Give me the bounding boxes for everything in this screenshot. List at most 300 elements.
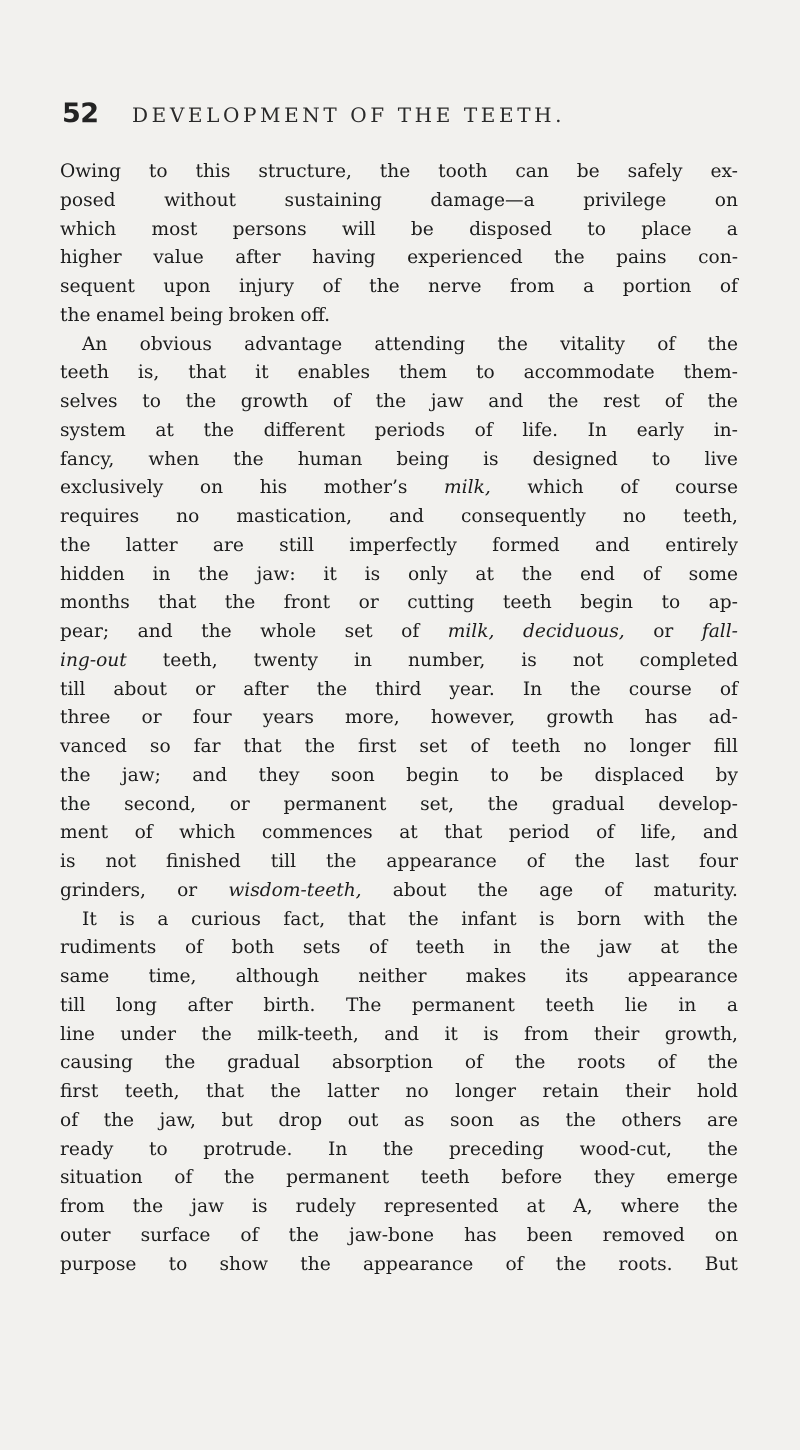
word: the [555,1253,587,1275]
word: safely [627,161,683,182]
word: a [726,994,738,1016]
word: a [583,276,595,297]
word: the [514,1052,546,1074]
word: of [401,621,420,642]
word: them- [683,362,738,384]
word: can [515,161,549,182]
word: at [660,937,679,959]
word: or [358,592,379,614]
word: of [240,1224,259,1246]
word: period [508,822,570,844]
word: growth [240,391,309,412]
word: being [170,304,223,326]
word: structure, [258,161,352,182]
word: so [149,736,171,757]
word: they [593,1167,635,1189]
word: be [410,218,434,240]
word: on [199,477,224,499]
text-line [60,934,738,963]
word: is [60,851,76,872]
word: of [664,391,683,412]
word: the [60,793,91,815]
text-line [60,302,738,331]
word: four [699,851,738,872]
word: about [113,678,168,700]
word: curious [190,908,261,930]
word: permanent [411,994,515,1016]
body-text [60,158,738,1279]
word: imperfectly [349,534,457,556]
word: gradual [551,793,625,815]
word: of [596,822,615,844]
word: of [657,333,676,355]
word: the [203,419,234,441]
word: damage—a [430,189,535,211]
word: teeth [60,362,109,384]
word: a [157,908,169,930]
word: tooth [438,161,488,182]
word: of [184,937,204,959]
word: will [341,218,376,240]
text-line [60,474,738,503]
word: or [195,678,216,700]
word: is [539,908,555,930]
word: them [398,362,448,384]
word: fall- [701,621,738,642]
word: on [714,1224,738,1246]
word: ad- [708,707,738,729]
word: the [707,391,738,412]
text-line [60,906,738,935]
word: causing [60,1052,133,1074]
word: growth [546,707,614,729]
word: after [243,678,289,700]
word: appearance [627,966,738,987]
word: wood-cut, [579,1138,672,1160]
word: till [60,678,86,700]
word: in- [713,419,738,441]
word: jaw [598,937,632,959]
word: the [316,678,348,700]
word: but [221,1109,253,1131]
word: be [540,764,564,786]
word: no [622,506,647,527]
word: rest [603,391,640,412]
word: rudiments [60,937,157,959]
word: posed [60,189,116,211]
text-line [60,532,738,561]
word: It [82,908,97,930]
word: that [158,592,197,614]
word: An [82,333,108,355]
word: pains [616,247,667,269]
word: is [483,1023,499,1045]
word: teeth, [162,649,218,671]
word: early [636,419,685,441]
word: at [399,822,418,844]
word: jaw; [121,764,161,786]
word: year. [449,678,495,700]
word: till [60,994,86,1016]
word: till [270,851,297,872]
word: ready [60,1138,114,1160]
word: the [201,621,232,642]
text-line [60,647,738,676]
word: vitality [560,333,625,355]
word: the [224,592,256,614]
word: the [707,1196,738,1217]
word: not [572,649,604,671]
word: sets [302,937,341,959]
word: are [212,534,244,556]
word: disposed [469,218,553,240]
word: as [519,1109,540,1131]
word: to [661,592,681,614]
word: no [176,506,200,527]
word: that [188,362,227,384]
word: second, [124,793,197,815]
text-line [60,877,738,906]
word: value [153,247,204,269]
word: completed [639,649,738,671]
word: milk-teeth, [257,1023,359,1045]
word: displaced [594,764,685,786]
word: off. [300,304,331,326]
word: attending [374,333,466,355]
word: of [332,391,351,412]
word: sequent [60,276,135,297]
word: is [252,1196,268,1217]
word: before [501,1167,563,1189]
word: advantage [244,333,343,355]
word: enamel [96,304,165,326]
word: of [474,419,493,441]
word: teeth, [683,506,738,527]
word: is [521,649,537,671]
word: and [389,506,424,527]
word: has [464,1224,497,1246]
word: the [60,304,91,326]
word: that [205,1081,244,1102]
text-line [60,561,738,590]
word: live [704,448,738,470]
word: set [419,736,448,757]
word: with [643,908,685,930]
word: in [493,937,512,959]
word: from [60,1196,105,1217]
word: purpose [60,1253,137,1275]
word: latter [125,534,178,556]
word: in [678,994,697,1016]
word: of [719,678,738,700]
word: being [396,448,450,470]
word: at [475,563,494,585]
word: accommodate [523,362,655,384]
word: course [674,477,738,499]
word: twenty [253,649,318,671]
word: situation [60,1167,143,1189]
word: fancy, [60,448,115,470]
word: when [148,448,200,470]
word: not [105,851,137,872]
word: on [714,189,738,211]
word: the [369,276,400,297]
word: ex- [710,161,738,182]
word: this [195,161,231,182]
word: roots [577,1052,626,1074]
word: set [344,621,373,642]
word: although [235,966,320,987]
word: wisdom-teeth, [228,879,362,901]
word: of [505,1253,524,1275]
word: and [192,764,228,786]
word: longer [455,1081,517,1102]
word: having [312,247,376,269]
page-header [62,98,702,138]
word: months [60,592,130,614]
word: of [464,1052,483,1074]
word: of [60,1109,79,1131]
word: ment [60,822,109,844]
word: privilege [583,189,667,211]
word: the [707,1138,738,1160]
word: third [375,678,422,700]
word: requires [60,506,140,527]
word: show [219,1253,269,1275]
word: time, [148,966,197,987]
word: their [625,1081,671,1102]
word: of [322,276,341,297]
word: the [497,333,528,355]
word: neither [358,966,427,987]
word: formed [492,534,560,556]
word: most [151,218,198,240]
word: maturity. [653,879,738,901]
text-line [60,446,738,475]
text-line [60,1078,738,1107]
word: appearance [362,1253,474,1275]
text-line [60,1107,738,1136]
word: and [594,534,630,556]
word: line [60,1023,95,1045]
word: to [168,1253,188,1275]
word: birth. [263,994,316,1016]
word: consequently [460,506,586,527]
word: of [657,1052,676,1074]
text-line [60,676,738,705]
word: lie [624,994,648,1016]
word: or [177,879,198,901]
word: preceding [449,1138,544,1160]
word: a [726,218,738,240]
word: upon [163,276,211,297]
word: is [364,563,381,585]
text-line [60,992,738,1021]
word: removed [602,1224,685,1246]
word: ap- [708,592,738,614]
word: the [60,764,91,786]
word: grinders, [60,879,146,901]
word: of [134,822,153,844]
text-line [60,216,738,245]
word: commences [261,822,373,844]
word: where [620,1196,680,1217]
word: portion [622,276,692,297]
word: course [628,678,692,700]
word: to [587,218,606,240]
word: surface [140,1224,211,1246]
word: the [521,563,553,585]
word: the [539,937,571,959]
word: in [152,563,171,585]
word: the [164,1052,196,1074]
word: of [642,563,661,585]
word: exclusively [60,477,164,499]
text-line [60,158,738,187]
word: of [604,879,623,901]
text-line [60,273,738,302]
word: milk, [444,477,491,499]
word: gradual [227,1052,300,1074]
word: as [403,1109,425,1131]
word: permanent [283,793,387,815]
word: pear; [60,621,110,642]
text-line [60,791,738,820]
word: that [444,822,483,844]
word: the [408,908,439,930]
word: In [328,1138,348,1160]
word: the [300,1253,331,1275]
word: hold [696,1081,738,1102]
word: whole [260,621,317,642]
word: jaw, [159,1109,196,1131]
text-line [60,618,738,647]
text-line [60,762,738,791]
word: the [707,937,738,959]
word: develop- [658,793,738,815]
word: been [526,1224,573,1246]
word: the [233,448,264,470]
word: same [60,966,110,987]
word: more, [345,707,400,729]
word: broken [228,304,295,326]
word: no [583,736,607,757]
word: place [641,218,692,240]
word: obvious [139,333,212,355]
text-line [60,503,738,532]
word: the [132,1196,164,1217]
word: years [262,707,314,729]
word: of [620,477,639,499]
word: appearance [386,851,497,872]
word: protrude. [203,1138,293,1160]
word: teeth [502,592,552,614]
word: con- [698,247,738,269]
word: teeth [545,994,595,1016]
word: or [653,621,674,642]
text-line [60,819,738,848]
word: is, [137,362,160,384]
word: the [103,1109,135,1131]
text-line [60,963,738,992]
word: the [375,391,407,412]
word: designed [532,448,618,470]
text-line [60,733,738,762]
word: of [719,276,738,297]
word: of [470,736,489,757]
word: be [576,161,600,182]
word: milk, [447,621,495,642]
word: which [60,218,117,240]
word: soon [449,1109,494,1131]
word: the [379,161,411,182]
word: the [304,736,336,757]
word: Owing [60,161,121,182]
word: ing-out [60,649,127,671]
word: of [369,937,388,959]
word: no [405,1081,429,1102]
text-line [60,359,738,388]
word: The [345,994,382,1016]
word: and [137,621,173,642]
word: three [60,707,111,729]
word: after [235,247,281,269]
word: the [565,1109,596,1131]
word: some [688,563,738,585]
word: is [483,448,499,470]
word: they [258,764,300,786]
text-line [60,589,738,618]
word: age [539,879,574,901]
word: cutting [407,592,475,614]
word: outer [60,1224,111,1246]
word: the [487,793,519,815]
word: life. [522,419,559,441]
word: at [526,1196,546,1217]
text-line [60,1251,738,1280]
text-line [60,704,738,733]
word: latter [327,1081,380,1102]
text-line [60,1136,738,1165]
word: system [60,419,126,441]
word: the [201,1023,232,1045]
word: from [524,1023,569,1045]
word: absorption [331,1052,433,1074]
word: to [149,1138,168,1160]
word: teeth [511,736,561,757]
word: four [192,707,232,729]
word: experienced [407,247,523,269]
word: set, [420,793,454,815]
word: which [179,822,236,844]
word: the [224,1167,255,1189]
word: permanent [286,1167,390,1189]
word: after [187,994,233,1016]
word: the [60,534,91,556]
word: jaw [191,1196,224,1217]
word: makes [465,966,527,987]
word: without [164,189,237,211]
text-line [60,388,738,417]
word: are [706,1109,738,1131]
word: persons [232,218,307,240]
word: to [475,362,495,384]
word: fill [713,736,738,757]
word: fact, [283,908,326,930]
word: others [621,1109,682,1131]
word: mastication, [236,506,353,527]
word: growth, [664,1023,738,1045]
